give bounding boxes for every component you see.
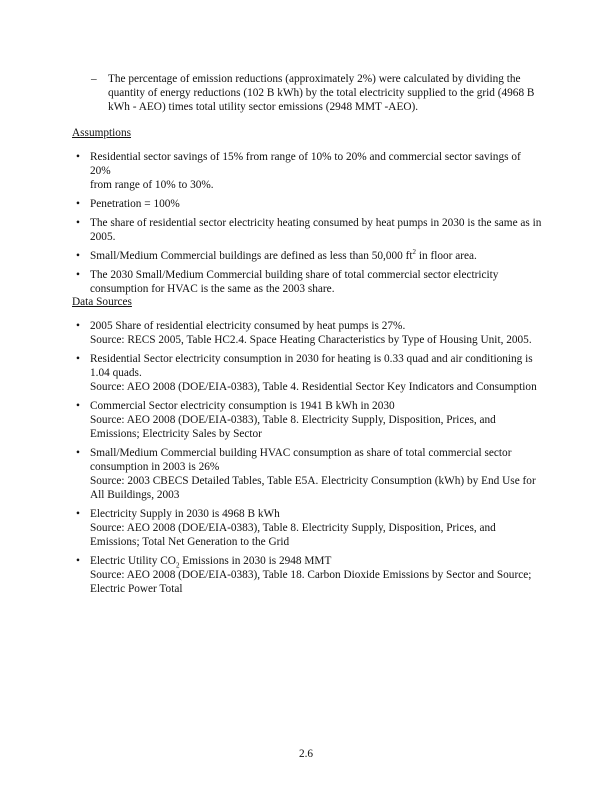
bullet-icon: • <box>76 198 80 210</box>
list-item: • Commercial Sector electricity consumption is 1941 B kWh in 2030 Source: AEO 2008 (DOE/EIA-0383), Table 8. Electricity Supply, Disposition, Prices, and Emissions; Electricity Sales by Sector <box>76 400 496 440</box>
bullet-icon: • <box>76 151 80 163</box>
bullet-icon: • <box>76 269 80 281</box>
list-item: • Electric Utility $CO_2$ Emissions in 2030 is 2948 MMT Source: AEO 2008 (DOE/EIA-0383), Table 18. Carbon Dioxide Emissions by Sector and Source; Electric Power Total <box>76 555 532 595</box>
list-item: • Small/Medium Commercial buildings are defined as less than 50,000 $ft^2$ in floor area. <box>76 248 477 262</box>
data-sources-section <box>72 295 542 601</box>
bullet-icon: • <box>76 555 80 567</box>
bullet-icon: • <box>76 217 80 229</box>
list-item: • Penetration = 100% <box>76 198 180 210</box>
dash-marker: – <box>91 73 97 85</box>
list-item: • 2005 Share of residential electricity consumed by heat pumps is 27%. Source: RECS 2005, Table HC2.4. Space Heating Characteristics by Type of Housing Unit, 2005. <box>76 320 532 346</box>
bullet-icon: • <box>76 353 80 365</box>
list-item: • The 2030 Small/Medium Commercial building share of total commercial sector electricity consumption for HVAC is the same as the 2003 share. <box>76 269 499 295</box>
list-item: • Electricity Supply in 2030 is 4968 B kWh Source: AEO 2008 (DOE/EIA-0383), Table 8. Electricity Supply, Disposition, Prices, and Emissions; Total Net Generation to the Grid <box>76 508 496 548</box>
data-sources-heading: Data Sources <box>72 296 132 308</box>
bullet-icon: • <box>76 250 80 262</box>
list-item: • The share of residential sector electricity heating consumed by heat pumps in 2030 is the same as in 2005. <box>76 217 542 243</box>
list-item: • Residential Sector electricity consumption in 2030 for heating is 0.33 quad and air conditioning is 1.04 quads. Source: AEO 2008 (DOE/EIA-0383), Table 4. Residential Sector Key Indicators and Consumption <box>76 353 537 393</box>
bullet-icon: • <box>76 320 80 332</box>
assumptions-heading: Assumptions <box>72 127 132 139</box>
intro-note <box>91 72 541 114</box>
bullet-icon: • <box>76 508 80 520</box>
bullet-icon: • <box>76 400 80 412</box>
bullet-icon: • <box>76 447 80 459</box>
page-number: 2.6 <box>298 748 314 760</box>
intro-text: The percentage of emission reductions (approximately 2%) were calculated by dividing the quantity of energy reductions (102 B kWh) by the total electricity supplied to the grid (4968 B kWh - AEO) times total utility sector emissions (2948 MMT -AEO). <box>108 73 535 113</box>
list-item: • Small/Medium Commercial building HVAC consumption as share of total commercial sector consumption in 2003 is 26% Source: 2003 CBECS Detailed Tables, Table E5A. Electricity Consumption (kWh) by End Use for All Buildings, 2003 <box>76 447 536 501</box>
list-item: • Residential sector savings of 15% from range of 10% to 20% and commercial sector savings of 20% from range of 10% to 30%. <box>76 151 521 191</box>
assumptions-section <box>72 126 542 301</box>
